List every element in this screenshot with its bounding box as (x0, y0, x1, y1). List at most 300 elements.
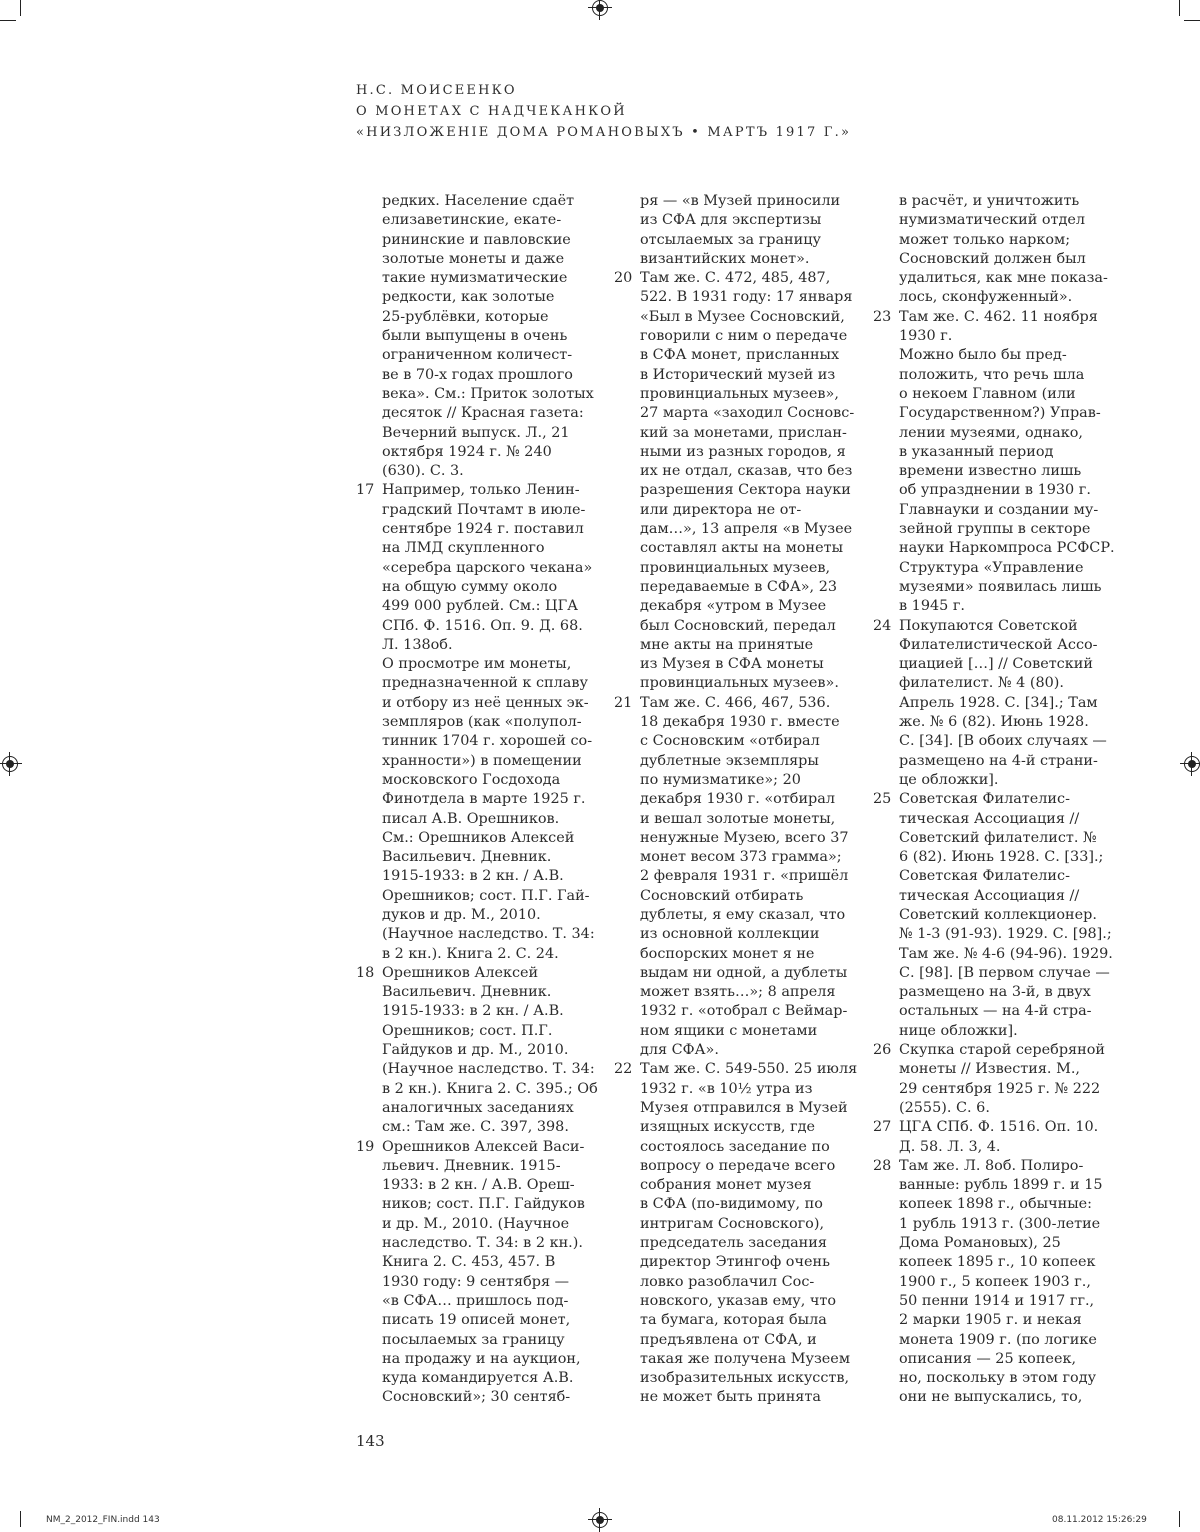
footnote-number: 24 (873, 617, 892, 634)
text-line (899, 1311, 1131, 1330)
line-text: Васильевич. Дневник. (382, 984, 552, 1001)
text-line (899, 231, 1131, 250)
line-text: Орешников Алексей Васи- (382, 1138, 585, 1155)
line-text: тическая Ассоциация // (899, 887, 1080, 904)
footnote-number: 25 (873, 791, 892, 808)
line-text: такая же получена Музеем (640, 1350, 851, 1367)
text-line (640, 1118, 872, 1137)
text-line (382, 327, 614, 346)
text-line (899, 1080, 1131, 1099)
line-text: о некоем Главном (или (899, 385, 1076, 402)
line-text: времени известно лишь (899, 463, 1082, 480)
line-text: Скупка старой серебряной (899, 1042, 1105, 1059)
line-text: ванные: рубль 1899 г. и 15 (899, 1177, 1103, 1194)
line-text: 29 сентября 1925 г. № 222 (899, 1080, 1101, 1097)
text-line (382, 308, 614, 327)
line-text: из СФА для экспертизы (640, 212, 822, 229)
text-line (382, 983, 614, 1002)
text-line (382, 1331, 614, 1350)
line-text: рининские и павловские (382, 231, 571, 248)
line-text: собрания монет музея (640, 1177, 812, 1194)
line-text: льевич. Дневник. 1915- (382, 1157, 561, 1174)
text-line (382, 655, 614, 674)
line-text: по нумизматике»; 20 (640, 771, 801, 788)
text-line (640, 211, 872, 230)
footnote-number: 20 (614, 270, 633, 287)
text-line (899, 1022, 1131, 1041)
line-text: см.: Там же. С. 397, 398. (382, 1119, 569, 1136)
line-text: Покупаются Советской (899, 617, 1078, 634)
line-text: лось, сконфуженный». (899, 289, 1073, 306)
text-line (899, 829, 1131, 848)
text-line (382, 1118, 614, 1137)
line-text: 1915-1933: в 2 кн. / А.В. (382, 1003, 564, 1020)
line-text: та бумага, которая была (640, 1312, 827, 1329)
line-text: изящных искусств, где (640, 1119, 815, 1136)
text-line (640, 1195, 872, 1214)
text-line (899, 810, 1131, 829)
text-line (640, 1215, 872, 1234)
line-text: ненужные Музею, всего 37 (640, 829, 849, 846)
line-text: и др. М., 2010. (Научное (382, 1215, 570, 1232)
text-line (899, 578, 1131, 597)
line-text: составлял акты на монеты (640, 540, 844, 557)
registration-mark-icon (1184, 756, 1200, 772)
line-text: октября 1924 г. № 240 (382, 443, 552, 460)
text-line (640, 867, 872, 886)
text-line (640, 983, 872, 1002)
text-line (640, 1311, 872, 1330)
text-line (640, 539, 872, 558)
line-text: декабря «утром в Музее (640, 598, 827, 615)
text-line (899, 288, 1131, 307)
text-line (382, 810, 614, 829)
text-line (382, 501, 614, 520)
text-line (382, 1176, 614, 1195)
text-line (640, 192, 872, 211)
text-line (640, 906, 872, 925)
line-text: монет весом 373 грамма»; (640, 849, 842, 866)
text-line (873, 308, 1131, 327)
line-text: мне акты на принятые (640, 636, 814, 653)
line-text: предъявлена от СФА, и (640, 1331, 817, 1348)
text-line (382, 752, 614, 771)
line-text: 522. В 1931 году: 17 января (640, 289, 853, 306)
line-text: в 1945 г. (899, 598, 965, 615)
crop-mark (1179, 0, 1180, 16)
footnote-number: 27 (873, 1119, 892, 1136)
text-line (640, 674, 872, 693)
text-line (382, 250, 614, 269)
text-line (899, 462, 1131, 481)
line-text: может взять…»; 8 апреля (640, 984, 836, 1001)
line-text: разрешения Сектора науки (640, 482, 851, 499)
text-line (382, 790, 614, 809)
line-text: 25-рублёвки, которые (382, 308, 549, 325)
text-line (640, 1041, 872, 1060)
text-line (382, 925, 614, 944)
line-text: Орешников; сост. П.Г. (382, 1022, 553, 1039)
line-text: ря — «в Музей приносили (640, 193, 841, 209)
text-line (899, 1099, 1131, 1118)
text-line (899, 1176, 1131, 1195)
line-text: боспорских монет я не (640, 945, 815, 962)
text-line (899, 887, 1131, 906)
line-text: 2 марки 1905 г. и некая (899, 1312, 1082, 1329)
text-line (899, 655, 1131, 674)
text-line (899, 636, 1131, 655)
text-line (382, 192, 614, 211)
line-text: № 1-3 (91-93). 1929. С. [98].; (899, 926, 1112, 943)
text-line (640, 655, 872, 674)
text-line (899, 1273, 1131, 1292)
text-line (382, 674, 614, 693)
text-line (382, 559, 614, 578)
slug-datetime: 08.11.2012 15:26:29 (1052, 1515, 1147, 1525)
text-line (899, 327, 1131, 346)
line-text: Там же. Л. 8об. Полиро- (899, 1157, 1084, 1174)
text-line (899, 983, 1131, 1002)
text-line (899, 732, 1131, 751)
text-line (640, 424, 872, 443)
line-text: изобразительных искусств, (640, 1370, 850, 1387)
line-text: описания — 25 копеек, (899, 1350, 1077, 1367)
text-line (382, 211, 614, 230)
line-text: не может быть принята (640, 1389, 821, 1406)
line-text: копеек 1898 г., обычные: (899, 1196, 1093, 1213)
line-text: це обложки]. (899, 771, 999, 788)
text-line (640, 1022, 872, 1041)
text-line (614, 1060, 872, 1079)
line-text: (630). С. 3. (382, 463, 464, 480)
line-text: писать 19 описей монет, (382, 1312, 571, 1329)
line-text: они не выпускались, то, (899, 1389, 1083, 1406)
text-line (640, 1080, 872, 1099)
line-text: Апрель 1928. С. [34].; Там (899, 694, 1098, 711)
line-text: елизаветинские, екате- (382, 212, 562, 229)
text-line (382, 867, 614, 886)
text-line (899, 867, 1131, 886)
text-line (382, 462, 614, 481)
text-line (899, 1253, 1131, 1272)
text-line (899, 925, 1131, 944)
text-line (899, 1331, 1131, 1350)
crop-mark (20, 0, 21, 16)
slug-file: NM_2_2012_FIN.indd 143 (46, 1515, 160, 1525)
line-text: в СФА монет, присланных (640, 347, 840, 364)
line-text: 18 декабря 1930 г. вместе (640, 714, 840, 731)
text-line (382, 1311, 614, 1330)
text-line (899, 674, 1131, 693)
text-line (899, 346, 1131, 365)
line-text: и вешал золотые монеты, (640, 810, 836, 827)
text-line (382, 732, 614, 751)
line-text: в указанный период (899, 443, 1054, 460)
line-text: дублеты, я ему сказал, что (640, 906, 846, 923)
text-line (382, 1388, 614, 1407)
line-text: 499 000 рублей. См.: ЦГА (382, 598, 579, 615)
line-text: об упразднении в 1930 г. (899, 482, 1091, 499)
line-text: Сосновский отбирать (640, 887, 804, 904)
text-line (640, 1157, 872, 1176)
line-text: 1932 г. «отобрал с Веймар- (640, 1003, 848, 1020)
line-text: отсылаемых за границу (640, 231, 821, 248)
line-text: сентябре 1924 г. поставил (382, 521, 584, 538)
text-line (382, 597, 614, 616)
text-line (899, 1369, 1131, 1388)
text-line (382, 385, 614, 404)
line-text: размещено на 3-й, в двух (899, 984, 1091, 1001)
text-line (614, 694, 872, 713)
line-text: и отбору из неё ценных эк- (382, 694, 589, 711)
line-text: в Исторический музей из (640, 366, 836, 383)
text-line (640, 1350, 872, 1369)
footnotes-column-1 (356, 192, 614, 1408)
line-text: (Научное наследство. Т. 34: (382, 1061, 595, 1078)
text-line (382, 1022, 614, 1041)
text-line (356, 481, 614, 500)
line-text: ловко разоблачил Сос- (640, 1273, 815, 1290)
line-text: Например, только Ленин- (382, 482, 580, 499)
line-text: дуков и др. М., 2010. (382, 906, 541, 923)
text-line (899, 945, 1131, 964)
text-line (382, 539, 614, 558)
crop-mark (1184, 20, 1200, 21)
text-line (640, 366, 872, 385)
line-text: Васильевич. Дневник. (382, 849, 552, 866)
text-line (640, 713, 872, 732)
line-text: 1915-1933: в 2 кн. / А.В. (382, 868, 564, 885)
line-text: были выпущены в очень (382, 328, 568, 345)
text-line (899, 1060, 1131, 1079)
line-text: их не отдал, сказав, что без (640, 463, 853, 480)
text-line (382, 346, 614, 365)
text-line (899, 1388, 1131, 1407)
line-text: вопросу о передаче всего (640, 1157, 836, 1174)
line-text: (Научное наследство. Т. 34: (382, 926, 595, 943)
line-text: «Был в Музее Сосновский, (640, 308, 845, 325)
line-text: но, поскольку в этом году (899, 1370, 1097, 1387)
text-line (640, 1099, 872, 1118)
footnote-number: 28 (873, 1157, 892, 1174)
text-line (382, 887, 614, 906)
text-line (640, 790, 872, 809)
header-title-line2: «НИЗЛОЖЕНIЕ ДОМА РОМАНОВЫХЪ • МАРТЪ 1917 Г.» (356, 125, 852, 140)
text-line (640, 636, 872, 655)
line-text: выдам ни одной, а дублеты (640, 964, 848, 981)
crop-mark (1179, 1511, 1180, 1527)
line-text: Музея отправился в Музей (640, 1099, 848, 1116)
text-line (640, 1002, 872, 1021)
line-text: положить, что речь шла (899, 366, 1085, 383)
text-line (899, 424, 1131, 443)
text-line (640, 732, 872, 751)
line-text: копеек 1895 г., 10 копеек (899, 1254, 1096, 1271)
text-line (640, 404, 872, 423)
text-line (640, 1331, 872, 1350)
text-line (640, 308, 872, 327)
text-line (640, 520, 872, 539)
line-text: 6 (82). Июнь 1928. С. [33].; (899, 849, 1104, 866)
line-text: 1 рубль 1913 г. (300-летие (899, 1215, 1101, 1232)
line-text: 1900 г., 5 копеек 1903 г., (899, 1273, 1091, 1290)
text-line (899, 211, 1131, 230)
line-text: Структура «Управление (899, 559, 1084, 576)
line-text: Можно было бы пред- (899, 347, 1067, 364)
line-text: наследство. Т. 34: в 2 кн.). (382, 1235, 583, 1252)
footnote-number: 19 (356, 1138, 375, 1155)
line-text: Орешников Алексей (382, 964, 539, 981)
text-line (640, 443, 872, 462)
text-line (899, 366, 1131, 385)
text-line (640, 1138, 872, 1157)
text-line (640, 1253, 872, 1272)
line-text: зейной группы в секторе (899, 521, 1091, 538)
footnote-number: 22 (614, 1061, 633, 1078)
text-line (382, 288, 614, 307)
line-text: тическая Ассоциация // (899, 810, 1080, 827)
text-line (382, 1041, 614, 1060)
text-line (899, 443, 1131, 462)
line-text: градский Почтамт в июле- (382, 501, 586, 518)
text-line (382, 1253, 614, 1272)
text-line (899, 1195, 1131, 1214)
line-text: филателист. № 4 (80). (899, 675, 1064, 692)
line-text: Д. 58. Л. 3, 4. (899, 1138, 1001, 1155)
line-text: 2 февраля 1931 г. «пришёл (640, 868, 849, 885)
text-line (640, 1388, 872, 1407)
text-line (382, 906, 614, 925)
line-text: новского, указав ему, что (640, 1292, 837, 1309)
line-text: ограниченном количест- (382, 347, 573, 364)
line-text: из Музея в СФА монеты (640, 656, 824, 673)
line-text: Советский коллекционер. (899, 906, 1097, 923)
line-text: С. [34]. [В обоих случаях — (899, 733, 1107, 750)
line-text: Там же. С. 472, 485, 487, (640, 270, 831, 287)
line-text: в СФА (по-видимому, по (640, 1196, 823, 1213)
text-line (899, 559, 1131, 578)
text-line (382, 1002, 614, 1021)
text-line (640, 1176, 872, 1195)
text-line (382, 269, 614, 288)
line-text: московского Госдохода (382, 771, 561, 788)
line-text: редких. Население сдаёт (382, 193, 575, 209)
line-text: декабря 1930 г. «отбирал (640, 791, 835, 808)
text-line (873, 1157, 1131, 1176)
line-text: Книга 2. С. 453, 457. В (382, 1254, 556, 1271)
line-text: провинциальных музеев, (640, 559, 831, 576)
text-line (873, 617, 1131, 636)
line-text: с Сосновским «отбирал (640, 733, 820, 750)
line-text: монеты // Известия. М., (899, 1061, 1080, 1078)
text-line (640, 559, 872, 578)
footnotes-column-3 (873, 192, 1131, 1408)
line-text: в 2 кн.). Книга 2. С. 24. (382, 945, 559, 962)
text-line (899, 906, 1131, 925)
text-line (640, 481, 872, 500)
text-line (899, 385, 1131, 404)
text-line (640, 250, 872, 269)
text-line (899, 1138, 1131, 1157)
text-line (382, 713, 614, 732)
text-line (899, 520, 1131, 539)
line-text: председатель заседания (640, 1235, 827, 1252)
text-line (356, 1138, 614, 1157)
line-text: посылаемых за границу (382, 1331, 565, 1348)
text-line (899, 1215, 1131, 1234)
text-line (382, 694, 614, 713)
line-text: ном ящики с монетами (640, 1022, 818, 1039)
registration-mark-icon (2, 756, 18, 772)
text-line (382, 1157, 614, 1176)
text-line (640, 771, 872, 790)
line-text: ве в 70-х годах прошлого (382, 366, 573, 383)
line-text: Главнауки и создании му- (899, 501, 1099, 518)
line-text: же. № 6 (82). Июнь 1928. (899, 714, 1089, 731)
line-text: нумизматический отдел (899, 212, 1086, 229)
text-line (640, 462, 872, 481)
text-line (640, 752, 872, 771)
line-text: на продажу и на аукцион, (382, 1350, 581, 1367)
page-number: 143 (356, 1432, 385, 1450)
crop-mark (20, 1511, 21, 1527)
text-line (899, 1234, 1131, 1253)
line-text: 50 пенни 1914 и 1917 гг., (899, 1292, 1095, 1309)
text-line (640, 945, 872, 964)
line-text: 1933: в 2 кн. / А.В. Ореш- (382, 1177, 575, 1194)
text-line (382, 404, 614, 423)
line-text: или директора не от- (640, 501, 802, 518)
text-line (873, 790, 1131, 809)
line-text: тинник 1704 г. хорошей со- (382, 733, 593, 750)
text-line (614, 269, 872, 288)
header-title-line1: О МОНЕТАХ С НАДЧЕКАНКОЙ (356, 104, 627, 119)
line-text: Орешников; сост. П.Г. Гай- (382, 887, 590, 904)
text-line (640, 327, 872, 346)
text-line (382, 1234, 614, 1253)
text-line (640, 1273, 872, 1292)
registration-mark-icon (592, 0, 608, 16)
line-text: Там же. С. 549-550. 25 июля (640, 1061, 858, 1078)
line-text: из основной коллекции (640, 926, 820, 943)
text-line (873, 1118, 1131, 1137)
text-line (382, 945, 614, 964)
line-text: дам…», 13 апреля «в Музее (640, 521, 853, 538)
line-text: 1930 г. (899, 328, 953, 345)
text-line (382, 1369, 614, 1388)
text-line (899, 501, 1131, 520)
line-text: Финотдела в марте 1925 г. (382, 791, 586, 808)
text-line (640, 887, 872, 906)
text-line (640, 1234, 872, 1253)
line-text: десяток // Красная газета: (382, 405, 584, 422)
text-line (899, 964, 1131, 983)
text-line (382, 1099, 614, 1118)
line-text: размещено на 4-й страни- (899, 752, 1098, 769)
line-text: был Сосновский, передал (640, 617, 836, 634)
line-text: Дома Романовых), 25 (899, 1235, 1061, 1252)
text-line (382, 231, 614, 250)
text-line (640, 925, 872, 944)
line-text: музеями» появилась лишь (899, 578, 1102, 595)
line-text: аналогичных заседаниях (382, 1099, 574, 1116)
line-text: директор Этингоф очень (640, 1254, 830, 1271)
line-text: состоялось заседание по (640, 1138, 830, 1155)
line-text: Государственном?) Управ- (899, 405, 1101, 422)
text-line (899, 250, 1131, 269)
text-line (382, 1350, 614, 1369)
text-line (899, 1350, 1131, 1369)
